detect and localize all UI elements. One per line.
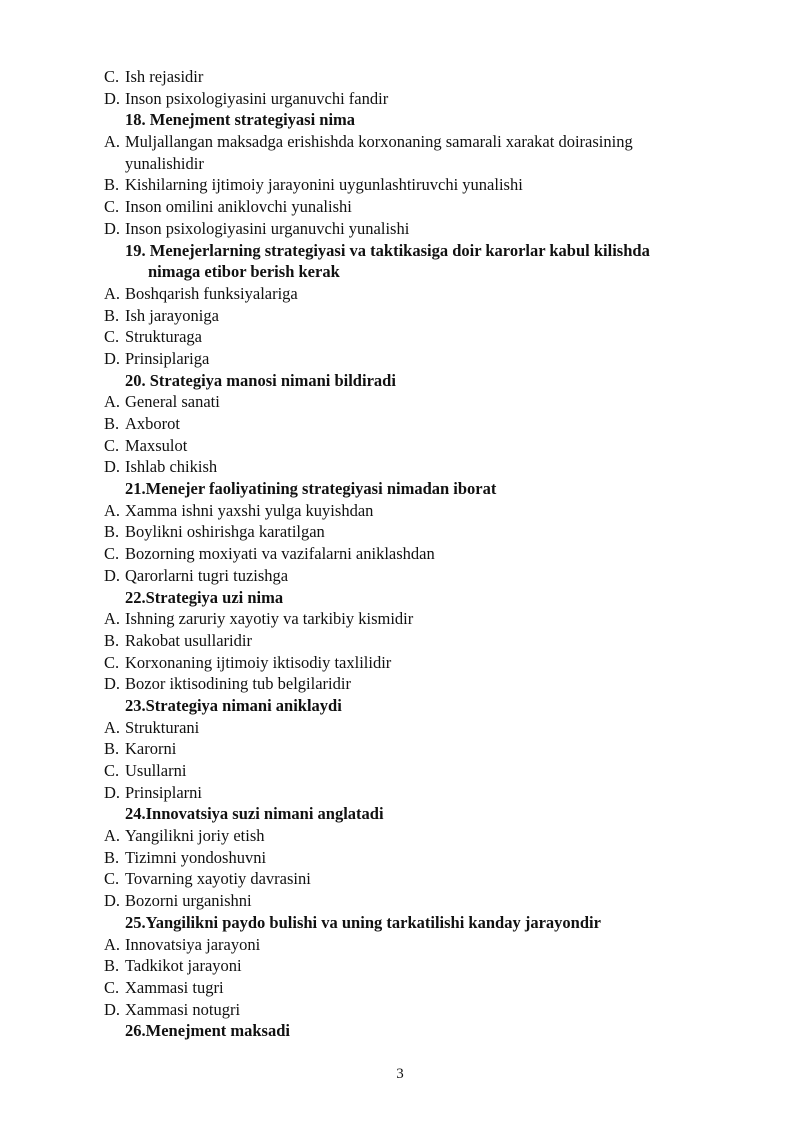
answer-option [0,934,800,956]
option-letter: D. [104,218,121,238]
option-letter: C. [104,977,120,997]
answer-option [0,999,800,1021]
answer-option-continuation [0,153,800,175]
answer-option [0,977,800,999]
question-heading [0,803,800,825]
option-text: Xammasi tugri [125,977,224,997]
option-text: yunalishidir [125,153,204,173]
answer-option [0,630,800,652]
answer-option [0,88,800,110]
question-text: 24.Innovatsiya suzi nimani anglatadi [125,804,384,824]
option-text: Prinsiplarni [125,782,202,802]
option-text: Tadkikot jarayoni [125,956,242,976]
option-text: Kishilarning ijtimoiy jarayonini uygunlashtiruvchi yunalishi [125,175,523,195]
option-letter: D. [104,88,121,108]
question-text: 21.Menejer faoliyatining strategiyasi nimadan iborat [125,479,497,499]
option-text: Xammasi notugri [125,999,241,1019]
answer-option [0,348,800,370]
option-letter: A. [104,717,121,737]
answer-option [0,955,800,977]
question-heading [0,1020,800,1042]
answer-option [0,738,800,760]
answer-option [0,847,800,869]
answer-option [0,456,800,478]
answer-option [0,391,800,413]
option-letter: A. [104,132,121,152]
question-heading [0,587,800,609]
answer-option [0,196,800,218]
option-text: Qarorlarni tugri tuzishga [125,565,289,585]
option-text: Ishning zaruriy xayotiy va tarkibiy kismidir [125,609,414,629]
option-letter: B. [104,305,120,325]
option-letter: C. [104,652,120,672]
option-letter: B. [104,630,120,650]
option-text: Axborot [125,414,180,433]
option-text: Boylikni oshirishga karatilgan [125,522,325,542]
answer-option [0,890,800,912]
question-heading [0,478,800,500]
answer-option [0,521,800,543]
question-text: 20. Strategiya manosi nimani bildiradi [125,370,396,390]
option-letter: D. [104,674,121,694]
answer-option [0,608,800,630]
option-text: Tovarning xayotiy davrasini [125,869,311,889]
option-text: Xamma ishni yaxshi yulga kuyishdan [125,500,374,520]
option-text: Bozorning moxiyati va vazifalarni aniklashdan [125,544,435,564]
option-text: Tizimni yondoshuvni [125,847,267,867]
option-letter: D. [104,782,121,802]
answer-option [0,174,800,196]
option-text: Korxonaning ijtimoiy iktisodiy taxlilidir [125,652,392,672]
option-letter: B. [104,847,120,867]
answer-option [0,565,800,587]
option-text: Maxsulot [125,435,188,455]
option-letter: A. [104,500,121,520]
answer-option [0,131,800,153]
answer-option [0,717,800,739]
option-letter: B. [104,175,120,195]
option-letter: A. [104,609,121,629]
option-letter: B. [104,739,120,759]
answer-option [0,66,800,88]
option-letter: D. [104,999,121,1019]
answer-option [0,760,800,782]
option-text: Usullarni [125,761,187,780]
option-letter: B. [104,522,120,542]
option-letter: A. [104,283,121,303]
answer-option [0,500,800,522]
option-text: Ish jarayoniga [125,305,219,325]
question-heading [0,695,800,717]
answer-option [0,652,800,674]
option-letter: A. [104,934,121,954]
question-text: nimaga etibor berish kerak [148,262,340,282]
option-text: Inson omilini aniklovchi yunalishi [125,197,352,217]
question-heading [0,370,800,392]
document-body [0,66,800,1042]
option-letter: D. [104,348,121,368]
option-text: Ish rejasidir [125,67,204,86]
option-text: Ishlab chikish [125,457,218,477]
question-text: 26.Menejment maksadi [125,1021,290,1041]
answer-option [0,218,800,240]
option-text: Inson psixologiyasini urganuvchi fandir [125,88,389,108]
option-letter: C. [104,544,120,564]
question-text: 19. Menejerlarning strategiyasi va taktikasiga doir karorlar kabul kilishda [125,240,650,260]
answer-option [0,868,800,890]
option-text: Inson psixologiyasini urganuvchi yunalishi [125,218,410,238]
answer-option [0,283,800,305]
option-letter: C. [104,435,120,455]
option-letter: C. [104,197,120,217]
option-letter: B. [104,414,120,433]
option-text: General sanati [125,392,220,412]
option-letter: C. [104,327,120,347]
option-letter: D. [104,457,121,477]
page-number: 3 [396,1066,404,1082]
question-heading [0,912,800,934]
answer-option [0,326,800,348]
question-text: 25.Yangilikni paydo bulishi va uning tarkatilishi kanday jarayondir [125,912,601,932]
answer-option [0,435,800,457]
option-letter: D. [104,891,121,911]
option-text: Prinsiplariga [125,348,210,368]
question-text: 23.Strategiya nimani aniklaydi [125,695,342,715]
answer-option [0,825,800,847]
option-letter: B. [104,956,120,976]
option-text: Yangilikni joriy etish [125,826,265,846]
option-letter: C. [104,761,120,780]
option-letter: D. [104,565,121,585]
answer-option [0,543,800,565]
option-text: Boshqarish funksiyalariga [125,283,298,303]
option-letter: A. [104,826,121,846]
question-heading [0,109,800,131]
question-text: 22.Strategiya uzi nima [125,587,284,607]
option-text: Bozorni urganishni [125,891,252,911]
option-text: Karorni [125,739,177,759]
option-letter: A. [104,392,121,412]
option-letter: C. [104,869,120,889]
answer-option [0,782,800,804]
answer-option [0,673,800,695]
option-text: Innovatsiya jarayoni [125,934,261,954]
question-heading [0,240,800,262]
option-text: Strukturani [125,717,200,737]
question-text: 18. Menejment strategiyasi nima [125,110,356,130]
option-letter: C. [104,67,120,86]
option-text: Bozor iktisodining tub belgilaridir [125,674,351,694]
answer-option [0,305,800,327]
question-heading-continuation [0,261,800,283]
answer-option [0,413,800,435]
option-text: Strukturaga [125,327,202,347]
option-text: Muljallangan maksadga erishishda korxonaning samarali xarakat doirasining [125,132,633,152]
option-text: Rakobat usullaridir [125,630,252,650]
